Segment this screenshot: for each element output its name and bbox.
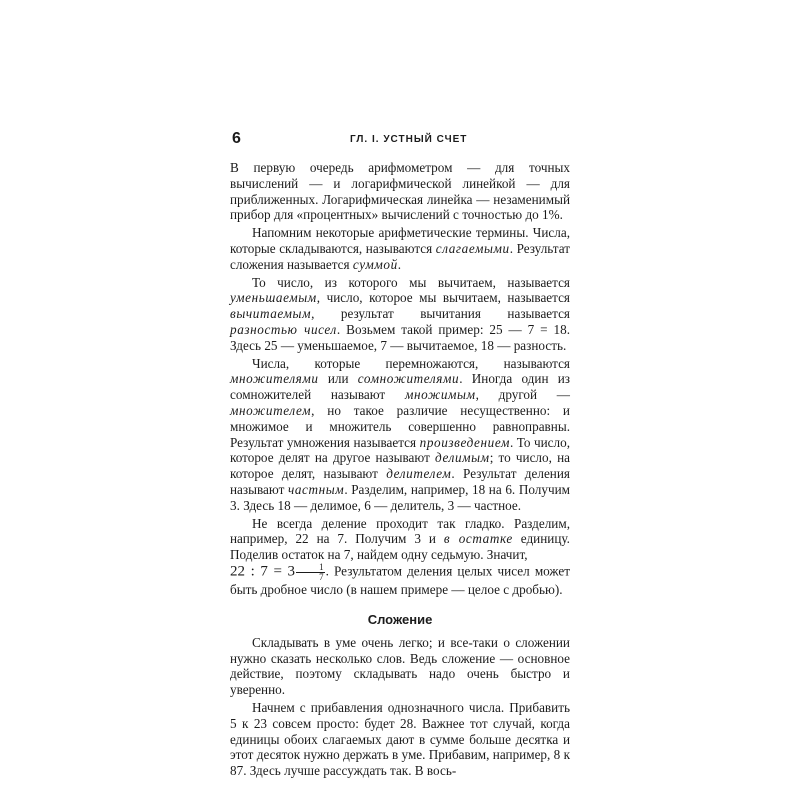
- paragraph-4-text-c: или: [318, 371, 358, 387]
- paragraph-5-text-c: единицу. Поделив остаток на 7, найдем одну седьмую. Значит,: [230, 531, 570, 563]
- paragraph-4-text-a: Числа, которые перемножаются, называются: [252, 355, 570, 371]
- chapter-title: ГЛ. I. УСТНЫЙ СЧЕТ: [350, 134, 468, 145]
- paragraph-4-text-k: . То число, которое делят на другое называют: [230, 434, 571, 466]
- term-mnozhiteli: множителями: [230, 371, 319, 387]
- term-somnozhiteli: сомножителями: [357, 371, 460, 387]
- paragraph-5: [230, 516, 570, 598]
- paragraph-4-text-q: . Разделим, например, 18 на 6. Получим 3. Здесь 18 — делимое, 6 — делитель, 3 — частное.: [230, 481, 570, 513]
- paragraph-2-text-e: .: [397, 256, 402, 272]
- paragraph-5-text-a: Не всегда деление проходит так гладко. Разделим, например, 22 на 7. Получим 3 и: [230, 515, 570, 547]
- term-vychitaemoe: вычитаемым: [230, 306, 312, 322]
- paragraph-2: [230, 225, 570, 272]
- term-raznost: разностью чисел: [230, 321, 337, 337]
- term-summa: суммой: [352, 256, 398, 272]
- paragraph-5-text-e: . Результатом деления целых чисел может быть дробное число (в нашем примере — целое с дробью).: [230, 563, 570, 597]
- fraction-numerator: 1: [296, 563, 325, 573]
- term-mnozhitel: множителем: [230, 402, 312, 418]
- term-umenshaemoe: уменьшаемым: [230, 290, 317, 306]
- paragraph-3-text-c: , число, которое мы вычитаем, называется: [316, 290, 570, 306]
- paragraph-3-text-a: То число, из которого мы вычитаем, называется: [252, 274, 570, 290]
- term-proizvedenie: произведением: [419, 434, 510, 450]
- term-delimoe: делимым: [435, 450, 490, 466]
- paragraph-4-text-o: . Результат деления называют: [230, 466, 570, 497]
- term-delitel: делителем: [386, 466, 452, 482]
- term-ostatok: в остатке: [443, 531, 513, 547]
- paragraph-1: В первую очередь арифмометром — для точных вычислений — и логарифмической линейкой — для приближенных. Логарифмическая линейка — незаменимый прибор для «процентных» вычислений с точностью до 1%.: [230, 160, 570, 223]
- paragraph-2-text-a: Напомним некоторые арифметические термины. Числа, которые складываются, называются: [230, 225, 570, 256]
- term-mnozhimoe: множимым: [404, 387, 476, 403]
- paragraph-2-text-c: . Результат сложения называется: [230, 240, 570, 272]
- paragraph-4-text-g: , другой —: [475, 387, 570, 403]
- fraction-one-seventh: [296, 563, 325, 582]
- paragraph-6: Складывать в уме очень легко; и все-таки о сложении нужно сказать несколько слов. Ведь сложение — основное действие, поэтому складывать надо очень быстро и уверенно.: [230, 634, 570, 698]
- body-text: [230, 160, 570, 779]
- paragraph-4-text-e: . Иногда один из сомножителей называют: [230, 371, 570, 403]
- fraction-denominator: 7: [319, 571, 324, 582]
- paragraph-3-text-e: , результат вычитания называется: [311, 306, 570, 322]
- running-head: [230, 130, 570, 152]
- section-heading: Сложение: [367, 611, 433, 627]
- term-slagaemye: слагаемыми: [435, 240, 510, 256]
- paragraph-4: [230, 356, 570, 514]
- term-chastnoe: частным: [287, 481, 345, 497]
- paragraph-7: Начнем с прибавления однозначного числа. Прибавить 5 к 23 совсем просто: будет 28. Важнее тот случай, когда единицы обоих слагаемых дают в сумме больше десятка и этот десяток нужно держать в уме. Прибавим, например, 8 к 87. Здесь лучше рассуждать так. В вось-: [230, 699, 570, 779]
- paragraph-3-text-g: . Возьмем такой пример: 25 — 7 = 18. Здесь 25 — уменьшаемое, 7 — вычитаемое, 18 — разность.: [230, 321, 570, 353]
- division-example: 22 : 7 = 3: [230, 563, 296, 580]
- page-number: 6: [232, 130, 241, 147]
- paragraph-4-text-i: , но такое различие несущественно: и множимое и множитель совершенно равноправны. Результат умножения называется: [230, 402, 570, 450]
- book-page: [230, 130, 571, 779]
- paragraph-4-text-m: ; то число, на которое делят, называют: [230, 450, 570, 482]
- paragraph-3: [230, 275, 570, 354]
